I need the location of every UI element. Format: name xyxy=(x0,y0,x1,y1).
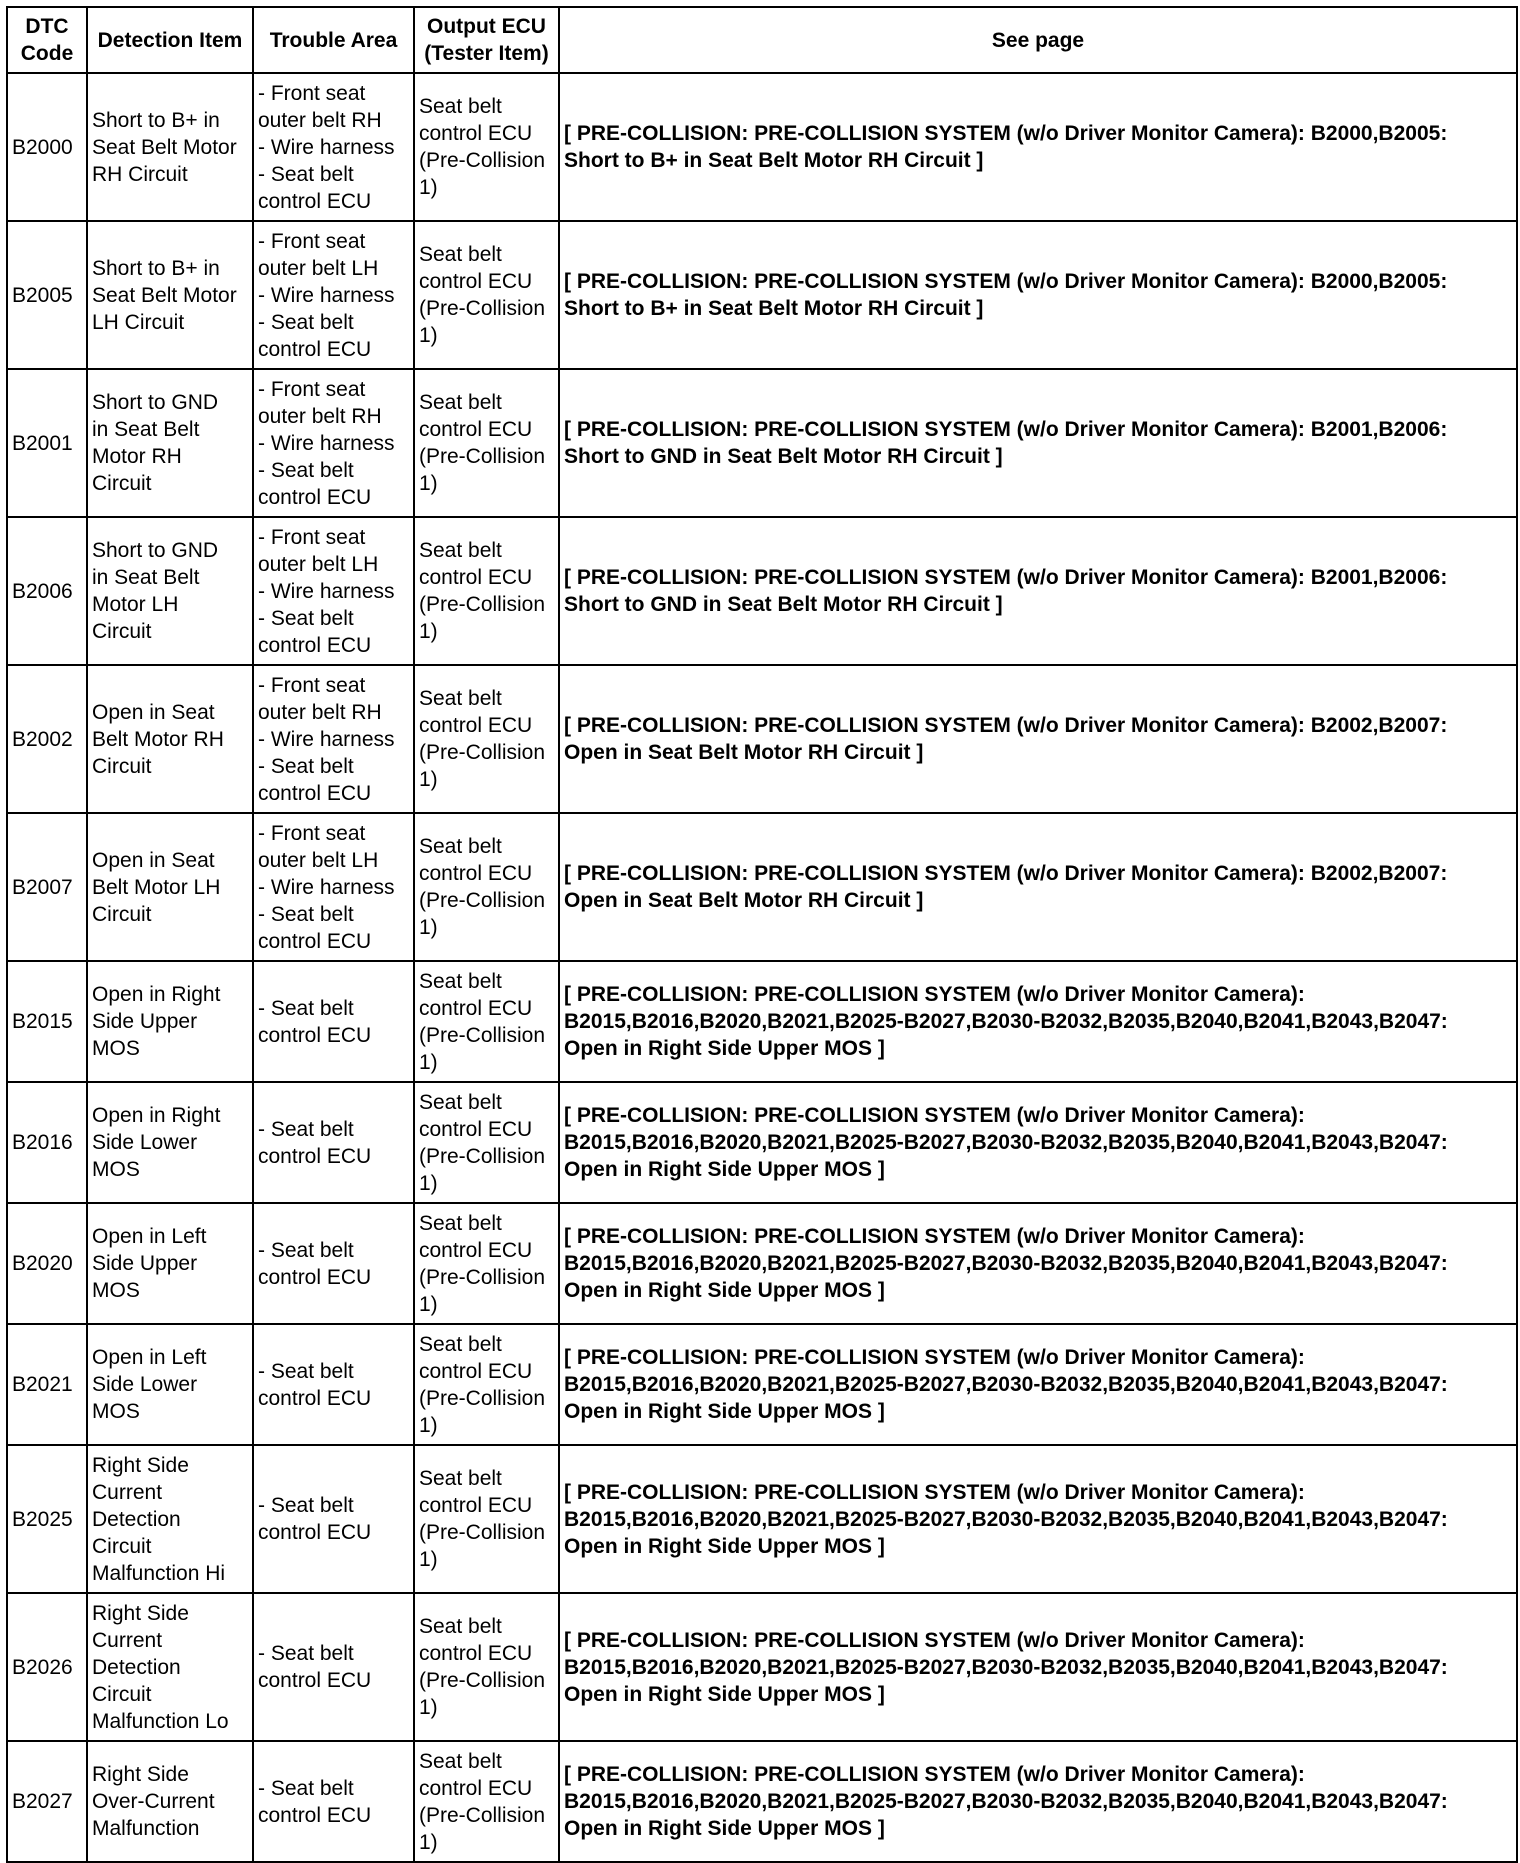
trouble-area-cell: - Front seat outer belt LH - Wire harness - Seat belt control ECU xyxy=(253,813,414,961)
trouble-area-cell: - Seat belt control ECU xyxy=(253,1593,414,1741)
trouble-area-cell: - Front seat outer belt RH - Wire harness - Seat belt control ECU xyxy=(253,73,414,221)
detection-item-cell: Short to GND in Seat Belt Motor RH Circuit xyxy=(87,369,253,517)
trouble-area-cell: - Front seat outer belt RH - Wire harness - Seat belt control ECU xyxy=(253,665,414,813)
table-row xyxy=(7,665,1517,813)
output-ecu-cell: Seat belt control ECU (Pre-Collision 1) xyxy=(414,1203,559,1324)
dtc-code-cell: B2001 xyxy=(7,369,87,517)
detection-item-cell: Short to B+ in Seat Belt Motor RH Circuit xyxy=(87,73,253,221)
header-row xyxy=(7,7,1517,73)
header-trouble-area: Trouble Area xyxy=(253,7,414,73)
detection-item-cell: Open in Left Side Lower MOS xyxy=(87,1324,253,1445)
dtc-code-cell: B2025 xyxy=(7,1445,87,1593)
detection-item-cell: Open in Seat Belt Motor RH Circuit xyxy=(87,665,253,813)
table-row xyxy=(7,369,1517,517)
output-ecu-cell: Seat belt control ECU (Pre-Collision 1) xyxy=(414,813,559,961)
see-page-link[interactable]: [ PRE-COLLISION: PRE-COLLISION SYSTEM (w/o Driver Monitor Camera): B2015,B2016,B2020,B2021,B2025-B2027,B2030-B2032,B2035,B2040,B2041,B2043,B2047: Open in Right Side Upper MOS ] xyxy=(559,1203,1517,1324)
output-ecu-cell: Seat belt control ECU (Pre-Collision 1) xyxy=(414,665,559,813)
output-ecu-cell: Seat belt control ECU (Pre-Collision 1) xyxy=(414,369,559,517)
output-ecu-cell: Seat belt control ECU (Pre-Collision 1) xyxy=(414,1741,559,1862)
table-row xyxy=(7,73,1517,221)
table-body xyxy=(7,73,1517,1862)
dtc-code-cell: B2027 xyxy=(7,1741,87,1862)
see-page-link[interactable]: [ PRE-COLLISION: PRE-COLLISION SYSTEM (w/o Driver Monitor Camera): B2000,B2005: Short to B+ in Seat Belt Motor RH Circuit ] xyxy=(559,73,1517,221)
table-row xyxy=(7,1324,1517,1445)
output-ecu-cell: Seat belt control ECU (Pre-Collision 1) xyxy=(414,73,559,221)
dtc-table xyxy=(6,6,1518,1863)
output-ecu-cell: Seat belt control ECU (Pre-Collision 1) xyxy=(414,517,559,665)
dtc-code-cell: B2002 xyxy=(7,665,87,813)
table-row xyxy=(7,1741,1517,1862)
output-ecu-cell: Seat belt control ECU (Pre-Collision 1) xyxy=(414,1445,559,1593)
trouble-area-cell: - Front seat outer belt RH - Wire harness - Seat belt control ECU xyxy=(253,369,414,517)
dtc-code-cell: B2026 xyxy=(7,1593,87,1741)
trouble-area-cell: - Front seat outer belt LH - Wire harness - Seat belt control ECU xyxy=(253,221,414,369)
detection-item-cell: Right Side Over-Current Malfunction xyxy=(87,1741,253,1862)
see-page-link[interactable]: [ PRE-COLLISION: PRE-COLLISION SYSTEM (w/o Driver Monitor Camera): B2015,B2016,B2020,B2021,B2025-B2027,B2030-B2032,B2035,B2040,B2041,B2043,B2047: Open in Right Side Upper MOS ] xyxy=(559,1593,1517,1741)
see-page-link[interactable]: [ PRE-COLLISION: PRE-COLLISION SYSTEM (w/o Driver Monitor Camera): B2001,B2006: Short to GND in Seat Belt Motor RH Circuit ] xyxy=(559,369,1517,517)
header-output-ecu: Output ECU (Tester Item) xyxy=(414,7,559,73)
detection-item-cell: Open in Right Side Lower MOS xyxy=(87,1082,253,1203)
detection-item-cell: Right Side Current Detection Circuit Malfunction Hi xyxy=(87,1445,253,1593)
dtc-code-cell: B2015 xyxy=(7,961,87,1082)
see-page-link[interactable]: [ PRE-COLLISION: PRE-COLLISION SYSTEM (w/o Driver Monitor Camera): B2015,B2016,B2020,B2021,B2025-B2027,B2030-B2032,B2035,B2040,B2041,B2043,B2047: Open in Right Side Upper MOS ] xyxy=(559,1741,1517,1862)
detection-item-cell: Open in Seat Belt Motor LH Circuit xyxy=(87,813,253,961)
detection-item-cell: Right Side Current Detection Circuit Malfunction Lo xyxy=(87,1593,253,1741)
detection-item-cell: Open in Left Side Upper MOS xyxy=(87,1203,253,1324)
dtc-code-cell: B2000 xyxy=(7,73,87,221)
dtc-code-cell: B2007 xyxy=(7,813,87,961)
dtc-code-cell: B2005 xyxy=(7,221,87,369)
table-row xyxy=(7,517,1517,665)
trouble-area-cell: - Seat belt control ECU xyxy=(253,961,414,1082)
dtc-code-cell: B2016 xyxy=(7,1082,87,1203)
see-page-link[interactable]: [ PRE-COLLISION: PRE-COLLISION SYSTEM (w/o Driver Monitor Camera): B2001,B2006: Short to GND in Seat Belt Motor RH Circuit ] xyxy=(559,517,1517,665)
dtc-code-cell: B2021 xyxy=(7,1324,87,1445)
see-page-link[interactable]: [ PRE-COLLISION: PRE-COLLISION SYSTEM (w/o Driver Monitor Camera): B2002,B2007: Open in Seat Belt Motor RH Circuit ] xyxy=(559,813,1517,961)
trouble-area-cell: - Seat belt control ECU xyxy=(253,1741,414,1862)
see-page-link[interactable]: [ PRE-COLLISION: PRE-COLLISION SYSTEM (w/o Driver Monitor Camera): B2015,B2016,B2020,B2021,B2025-B2027,B2030-B2032,B2035,B2040,B2041,B2043,B2047: Open in Right Side Upper MOS ] xyxy=(559,961,1517,1082)
dtc-code-cell: B2006 xyxy=(7,517,87,665)
table-row xyxy=(7,1593,1517,1741)
output-ecu-cell: Seat belt control ECU (Pre-Collision 1) xyxy=(414,221,559,369)
detection-item-cell: Open in Right Side Upper MOS xyxy=(87,961,253,1082)
output-ecu-cell: Seat belt control ECU (Pre-Collision 1) xyxy=(414,1324,559,1445)
dtc-code-cell: B2020 xyxy=(7,1203,87,1324)
trouble-area-cell: - Seat belt control ECU xyxy=(253,1203,414,1324)
trouble-area-cell: - Seat belt control ECU xyxy=(253,1324,414,1445)
see-page-link[interactable]: [ PRE-COLLISION: PRE-COLLISION SYSTEM (w/o Driver Monitor Camera): B2015,B2016,B2020,B2021,B2025-B2027,B2030-B2032,B2035,B2040,B2041,B2043,B2047: Open in Right Side Upper MOS ] xyxy=(559,1324,1517,1445)
output-ecu-cell: Seat belt control ECU (Pre-Collision 1) xyxy=(414,1082,559,1203)
header-see-page: See page xyxy=(559,7,1517,73)
see-page-link[interactable]: [ PRE-COLLISION: PRE-COLLISION SYSTEM (w/o Driver Monitor Camera): B2015,B2016,B2020,B2021,B2025-B2027,B2030-B2032,B2035,B2040,B2041,B2043,B2047: Open in Right Side Upper MOS ] xyxy=(559,1082,1517,1203)
output-ecu-cell: Seat belt control ECU (Pre-Collision 1) xyxy=(414,1593,559,1741)
detection-item-cell: Short to B+ in Seat Belt Motor LH Circuit xyxy=(87,221,253,369)
table-header xyxy=(7,7,1517,73)
table-row xyxy=(7,813,1517,961)
table-row xyxy=(7,1082,1517,1203)
trouble-area-cell: - Seat belt control ECU xyxy=(253,1082,414,1203)
table-row xyxy=(7,1445,1517,1593)
trouble-area-cell: - Seat belt control ECU xyxy=(253,1445,414,1593)
see-page-link[interactable]: [ PRE-COLLISION: PRE-COLLISION SYSTEM (w/o Driver Monitor Camera): B2002,B2007: Open in Seat Belt Motor RH Circuit ] xyxy=(559,665,1517,813)
see-page-link[interactable]: [ PRE-COLLISION: PRE-COLLISION SYSTEM (w/o Driver Monitor Camera): B2015,B2016,B2020,B2021,B2025-B2027,B2030-B2032,B2035,B2040,B2041,B2043,B2047: Open in Right Side Upper MOS ] xyxy=(559,1445,1517,1593)
detection-item-cell: Short to GND in Seat Belt Motor LH Circuit xyxy=(87,517,253,665)
header-detection-item: Detection Item xyxy=(87,7,253,73)
trouble-area-cell: - Front seat outer belt LH - Wire harness - Seat belt control ECU xyxy=(253,517,414,665)
table-row xyxy=(7,961,1517,1082)
see-page-link[interactable]: [ PRE-COLLISION: PRE-COLLISION SYSTEM (w/o Driver Monitor Camera): B2000,B2005: Short to B+ in Seat Belt Motor RH Circuit ] xyxy=(559,221,1517,369)
table-row xyxy=(7,221,1517,369)
output-ecu-cell: Seat belt control ECU (Pre-Collision 1) xyxy=(414,961,559,1082)
header-dtc-code: DTC Code xyxy=(7,7,87,73)
table-row xyxy=(7,1203,1517,1324)
